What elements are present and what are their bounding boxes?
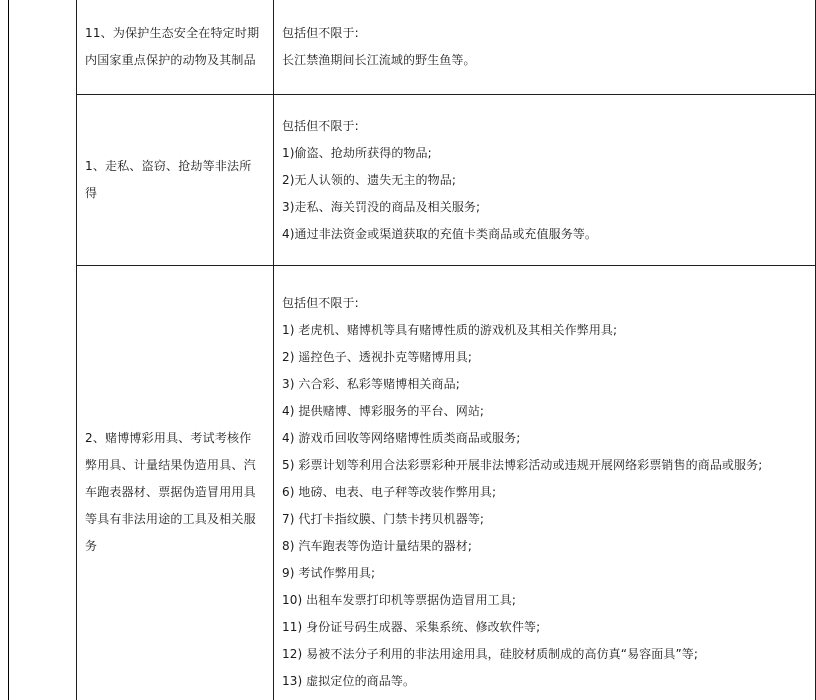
description-line: 1) 老虎机、赌博机等具有赌博性质的游戏机及其相关作弊用具;	[282, 323, 618, 337]
description-line: 7) 代打卡指纹膜、门禁卡拷贝机器等;	[282, 512, 485, 526]
description-line: 3)走私、海关罚没的商品及相关服务;	[282, 199, 481, 214]
description-line: 包括但不限于:	[282, 296, 359, 310]
description-cell	[274, 266, 816, 700]
description-cell	[274, 0, 816, 95]
table-row	[77, 266, 816, 700]
description-line: 11) 身份证号码生成器、采集系统、修改软件等;	[282, 620, 541, 634]
description-cell	[274, 95, 816, 266]
description-line: 包括但不限于:	[282, 26, 359, 40]
description-line: 1)偷盗、抢劫所获得的物品;	[282, 145, 432, 160]
description-line: 5) 彩票计划等利用合法彩票彩种开展非法博彩活动或违规开展网络彩票销售的商品或服务;	[282, 458, 763, 472]
category-cell: 11、为保护生态安全在特定时期内国家重点保护的动物及其制品	[77, 0, 274, 95]
description-line: 4) 游戏币回收等网络赌博性质类商品或服务;	[282, 431, 521, 445]
description-line: 4) 提供赌博、博彩服务的平台、网站;	[282, 404, 485, 418]
description-line: 12) 易被不法分子利用的非法用途用具，硅胶材质制成的高仿真“易容面具”等;	[282, 647, 699, 661]
description-line: 6) 地磅、电表、电子秤等改装作弊用具;	[282, 485, 497, 499]
description-line: 4)通过非法资金或渠道获取的充值卡类商品或充值服务等。	[282, 226, 598, 241]
category-cell: 2、赌博博彩用具、考试考核作弊用具、计量结果伪造用具、汽车跑表器材、票据伪造冒用用具等具有非法用途的工具及相关服务	[77, 266, 274, 700]
category-cell: 1、走私、盗窃、抢劫等非法所得	[77, 95, 274, 266]
description-line: 13) 虚拟定位的商品等。	[282, 674, 416, 688]
description-line: 9) 考试作弊用具;	[282, 566, 376, 580]
table-row	[77, 95, 816, 266]
description-line: 长江禁渔期间长江流域的野生鱼等。	[282, 53, 476, 67]
description-line: 2)无人认领的、遗失无主的物品;	[282, 172, 456, 187]
description-line: 10) 出租车发票打印机等票据伪造冒用工具;	[282, 593, 517, 607]
description-line: 8) 汽车跑表等伪造计量结果的器材;	[282, 539, 472, 553]
description-line: 2) 遥控色子、透视扑克等赌博用具;	[282, 350, 472, 364]
table-row	[77, 0, 816, 95]
description-line: 3) 六合彩、私彩等赌博相关商品;	[282, 377, 460, 391]
page-border-line	[8, 0, 9, 700]
description-line: 包括但不限于:	[282, 118, 359, 133]
prohibited-items-table	[76, 0, 816, 700]
